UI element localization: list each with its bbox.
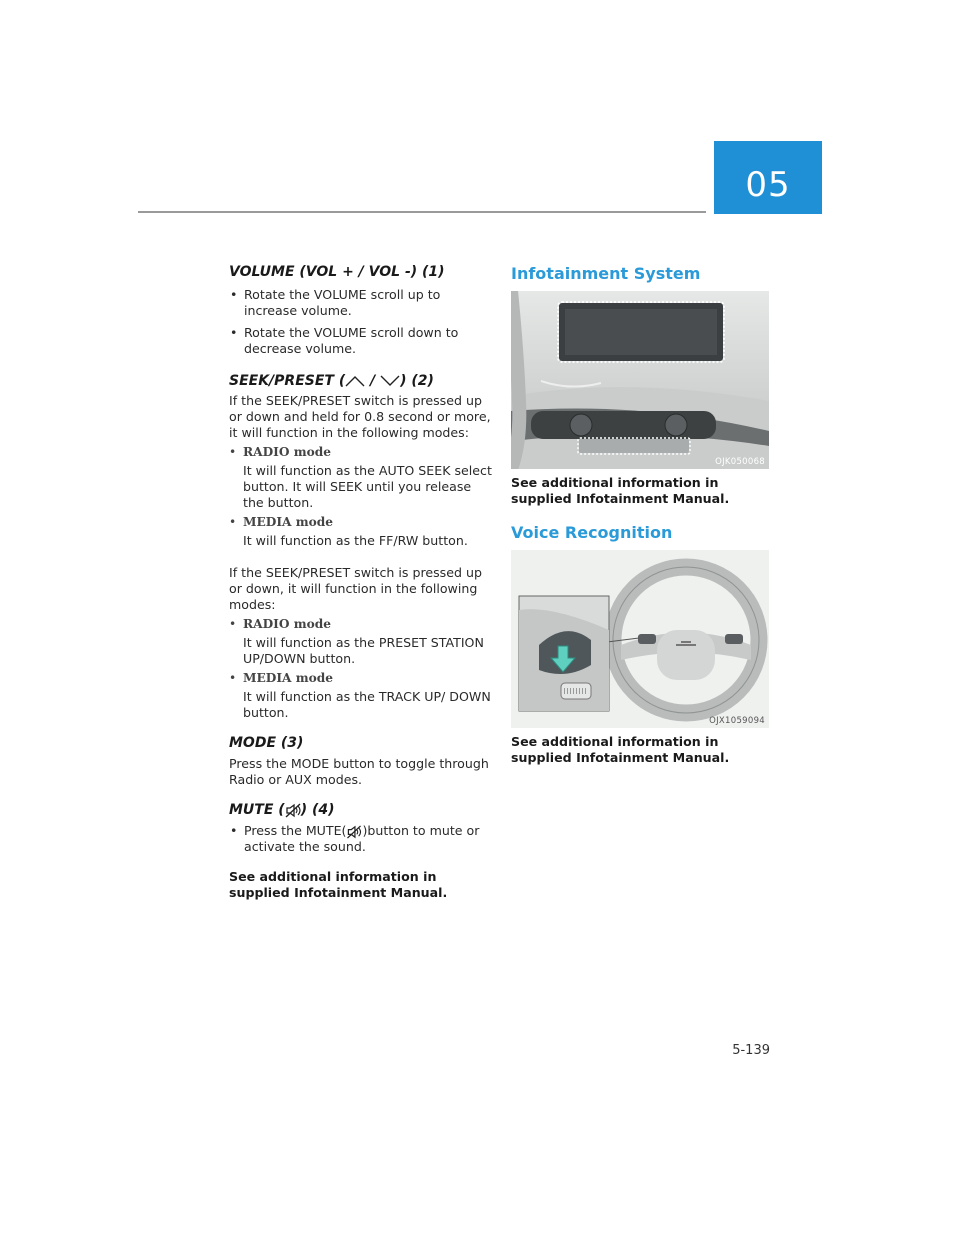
seek-media-mode-label: • MEDIA mode (229, 515, 334, 529)
voice-manual-note: See additional information in supplied Infotainment Manual. (511, 734, 730, 765)
seek-radio-mode-label: • RADIO mode (229, 445, 332, 459)
chapter-tab (714, 141, 822, 214)
left-manual-note: See additional information in supplied Infotainment Manual. (229, 869, 448, 900)
infotainment-title: Infotainment System (511, 264, 701, 283)
preset-radio-mode-text: It will function as the PRESET STATION UP/DOWN button. (243, 635, 484, 666)
seek-heading: SEEK/PRESET ( / ) (2) (229, 373, 434, 389)
left-column (229, 264, 493, 901)
mute-icon (346, 825, 362, 839)
volume-heading: VOLUME (VOL + / VOL -) (1) (229, 264, 445, 280)
mute-heading: MUTE ( ) (4) (229, 802, 335, 818)
voice-recognition-title: Voice Recognition (511, 523, 673, 542)
seek-radio-mode-text: It will function as the AUTO SEEK select button. It will SEEK until you release the button. (243, 463, 492, 510)
seek-intro-press: If the SEEK/PRESET switch is pressed up or down, it will function in the following modes: (229, 565, 482, 612)
volume-bullet-down: • Rotate the VOLUME scroll down to decrease volume. (230, 325, 459, 356)
preset-radio-mode-label: • RADIO mode (229, 617, 332, 631)
chevron-up-icon (345, 375, 365, 387)
page-number: 5-139 (732, 1043, 770, 1058)
mute-bullet: • Press the MUTE( )button to mute or activate the sound. (230, 823, 480, 854)
preset-media-mode-text: It will function as the TRACK UP/ DOWN button. (243, 689, 491, 720)
mode-heading: MODE (3) (229, 735, 304, 751)
chapter-number: 05 (745, 165, 791, 205)
voice-recognition-figure (511, 550, 769, 728)
chevron-down-icon (380, 375, 400, 387)
voice-figure-code: OJX1059094 (709, 716, 765, 726)
mute-icon (285, 803, 301, 818)
seek-intro-hold: If the SEEK/PRESET switch is pressed up or down and held for 0.8 second or more, it will function in the following modes: (229, 393, 491, 440)
seek-media-mode-text: It will function as the FF/RW button. (243, 533, 468, 548)
preset-media-mode-label: • MEDIA mode (229, 671, 334, 685)
header-rule (138, 211, 706, 213)
infotainment-figure-code: OJK050068 (715, 457, 765, 467)
volume-bullet-up: • Rotate the VOLUME scroll up to increase volume. (230, 287, 441, 318)
infotainment-manual-note: See additional information in supplied Infotainment Manual. (511, 475, 730, 506)
right-column (511, 264, 771, 766)
mode-text: Press the MODE button to toggle through Radio or AUX modes. (229, 756, 489, 787)
infotainment-figure (511, 291, 769, 469)
dashboard-illustration (511, 291, 769, 469)
steering-wheel-illustration (511, 550, 769, 728)
